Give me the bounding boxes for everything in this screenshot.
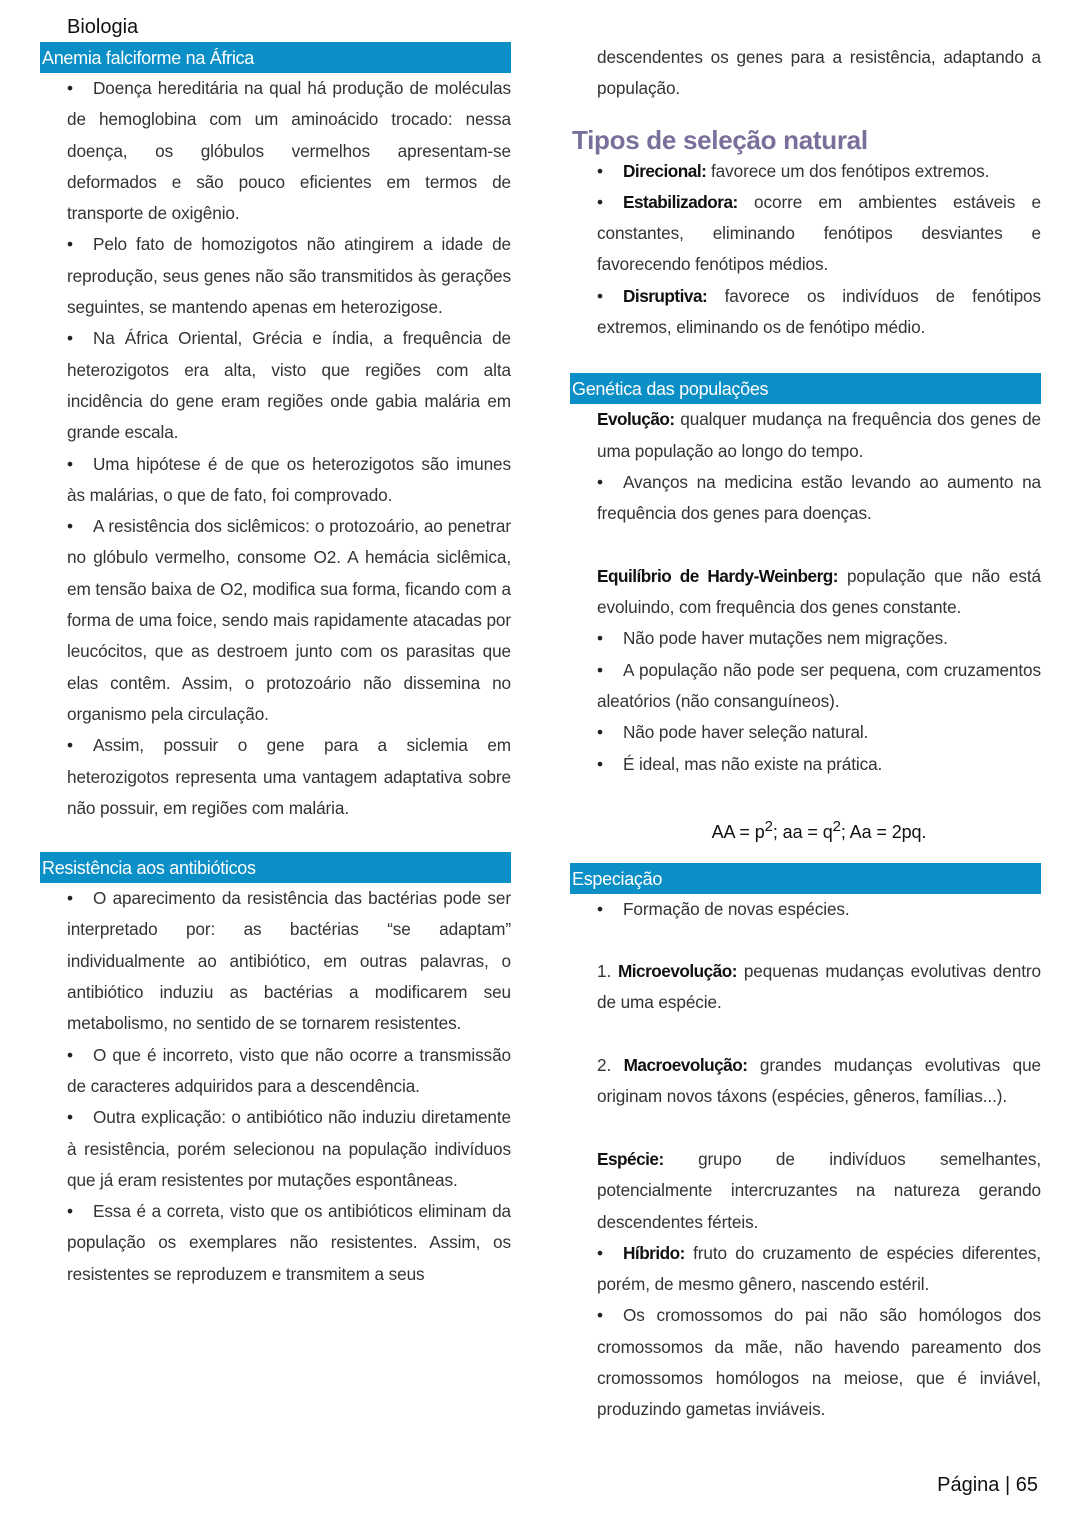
list-item: • Direcional: favorece um dos fenótipos extremos.	[597, 156, 1041, 187]
list-item: • Formação de novas espécies.	[597, 894, 1041, 925]
section-band-speciation: Especiação	[570, 863, 1041, 894]
section-band-antibiotics: Resistência aos antibióticos	[40, 852, 511, 883]
list-item: • O aparecimento da resistência das bactérias pode ser interpretado por: as bactérias “se adaptam” individualmente ao antibiótico, em outras palavras, o antibiótico induziu as bactérias a modificarem seu metabolismo, no sentido de se tornarem resistentes.	[67, 883, 511, 1039]
heading-selection-types: Tipos de seleção natural	[572, 124, 868, 155]
anemia-body	[40, 73, 511, 824]
list-item: • Pelo fato de homozigotos não atingirem a idade de reprodução, seus genes não são transmitidos às gerações seguintes, se mantendo apenas em heterozigose.	[67, 229, 511, 323]
antibiotics-body	[40, 883, 511, 1290]
list-item: • Os cromossomos do pai não são homólogos dos cromossomos da mãe, não havendo pareamento dos cromossomos homólogos na meiose, que é inviável, produzindo gametas inviáveis.	[597, 1300, 1041, 1425]
hardy-weinberg-formula: AA = $p^2$; aa = $q^2$; Aa = 2pq.	[711, 818, 927, 843]
microevolution-item: 1. Microevolução: pequenas mudanças evolutivas dentro de uma espécie.	[597, 961, 1041, 1013]
list-item: • Não pode haver mutações nem migrações.	[597, 623, 1041, 654]
list-item: • Outra explicação: o antibiótico não induziu diretamente à resistência, porém selecionou na população indivíduos que já eram resistentes por mutações espontâneas.	[67, 1102, 511, 1196]
list-item: • Não pode haver seleção natural.	[597, 717, 1041, 748]
list-item: • É ideal, mas não existe na prática.	[597, 749, 1041, 780]
list-item: • Híbrido: fruto do cruzamento de espécies diferentes, porém, de mesmo gênero, nascendo estéril.	[597, 1238, 1041, 1301]
selection-body	[570, 156, 1041, 344]
list-item: • Avanços na medicina estão levando ao aumento na frequência dos genes para doenças.	[597, 467, 1041, 530]
hardy-weinberg-definition: Equilíbrio de Hardy-Weinberg: população que não está evoluindo, com frequência dos genes constante.	[597, 565, 1042, 618]
list-item: • A população não pode ser pequena, com cruzamentos aleatórios (não consanguíneos).	[597, 655, 1041, 718]
list-item: • Doença hereditária na qual há produção de moléculas de hemoglobina com um aminoácido trocado: nessa doença, os glóbulos vermelhos apresentam-se deformados e são pouco eficientes em termos de transporte de oxigênio.	[67, 73, 511, 229]
list-item: • A resistência dos siclêmicos: o protozoário, ao penetrar no glóbulo vermelho, consome O2. A hemácia siclêmica, em tensão baixa de O2, modifica sua forma, ficando com a forma de uma foice, sendo mais rapidamente atacadas por leucócitos, que as destroem junto com os parasitas que elas contêm. Assim, o protozoário não dissemina no organismo pela circulação.	[67, 511, 511, 730]
evolution-definition: Evolução: qualquer mudança na frequência dos genes de uma população ao longo do tempo.	[597, 409, 1041, 461]
right-column	[570, 0, 1041, 1426]
list-item: • Essa é a correta, visto que os antibióticos eliminam da população os exemplares não resistentes. Assim, os resistentes se reproduzem e transmitem a seus	[67, 1196, 511, 1290]
document-subject: Biologia	[67, 16, 139, 38]
page-number: Página | 65	[937, 1474, 1038, 1496]
section-band-genetics: Genética das populações	[570, 373, 1041, 404]
section-band-anemia: Anemia falciforme na África	[40, 42, 511, 73]
macroevolution-item: 2. Macroevolução: grandes mudanças evolutivas que originam novos táxons (espécies, gêneros, famílias...).	[597, 1055, 1041, 1107]
speciation-body	[570, 894, 1041, 1426]
continuation-text: descendentes os genes para a resistência, adaptando a população.	[597, 47, 1041, 99]
list-item: • Na África Oriental, Grécia e índia, a frequência de heterozigotos era alta, visto que regiões com alta incidência do gene eram regiões onde gabia malária em grande escala.	[67, 323, 511, 448]
list-item: • Assim, possuir o gene para a siclemia em heterozigotos representa uma vantagem adaptativa sobre não possuir, em regiões com malária.	[67, 730, 511, 824]
list-item: • O que é incorreto, visto que não ocorre a transmissão de caracteres adquiridos para a descendência.	[67, 1040, 511, 1103]
list-item: • Disruptiva: favorece os indivíduos de fenótipos extremos, eliminando os de fenótipo médio.	[597, 281, 1041, 344]
list-item: • Uma hipótese é de que os heterozigotos são imunes às malárias, o que de fato, foi comprovado.	[67, 449, 511, 512]
species-definition: Espécie: grupo de indivíduos semelhantes, potencialmente intercruzantes na natureza gerando descendentes férteis.	[597, 1148, 1041, 1232]
genetics-body	[570, 404, 1041, 848]
left-column	[40, 0, 511, 1290]
list-item: • Estabilizadora: ocorre em ambientes estáveis e constantes, eliminando fenótipos desviantes e favorecendo fenótipos médios.	[597, 187, 1041, 281]
